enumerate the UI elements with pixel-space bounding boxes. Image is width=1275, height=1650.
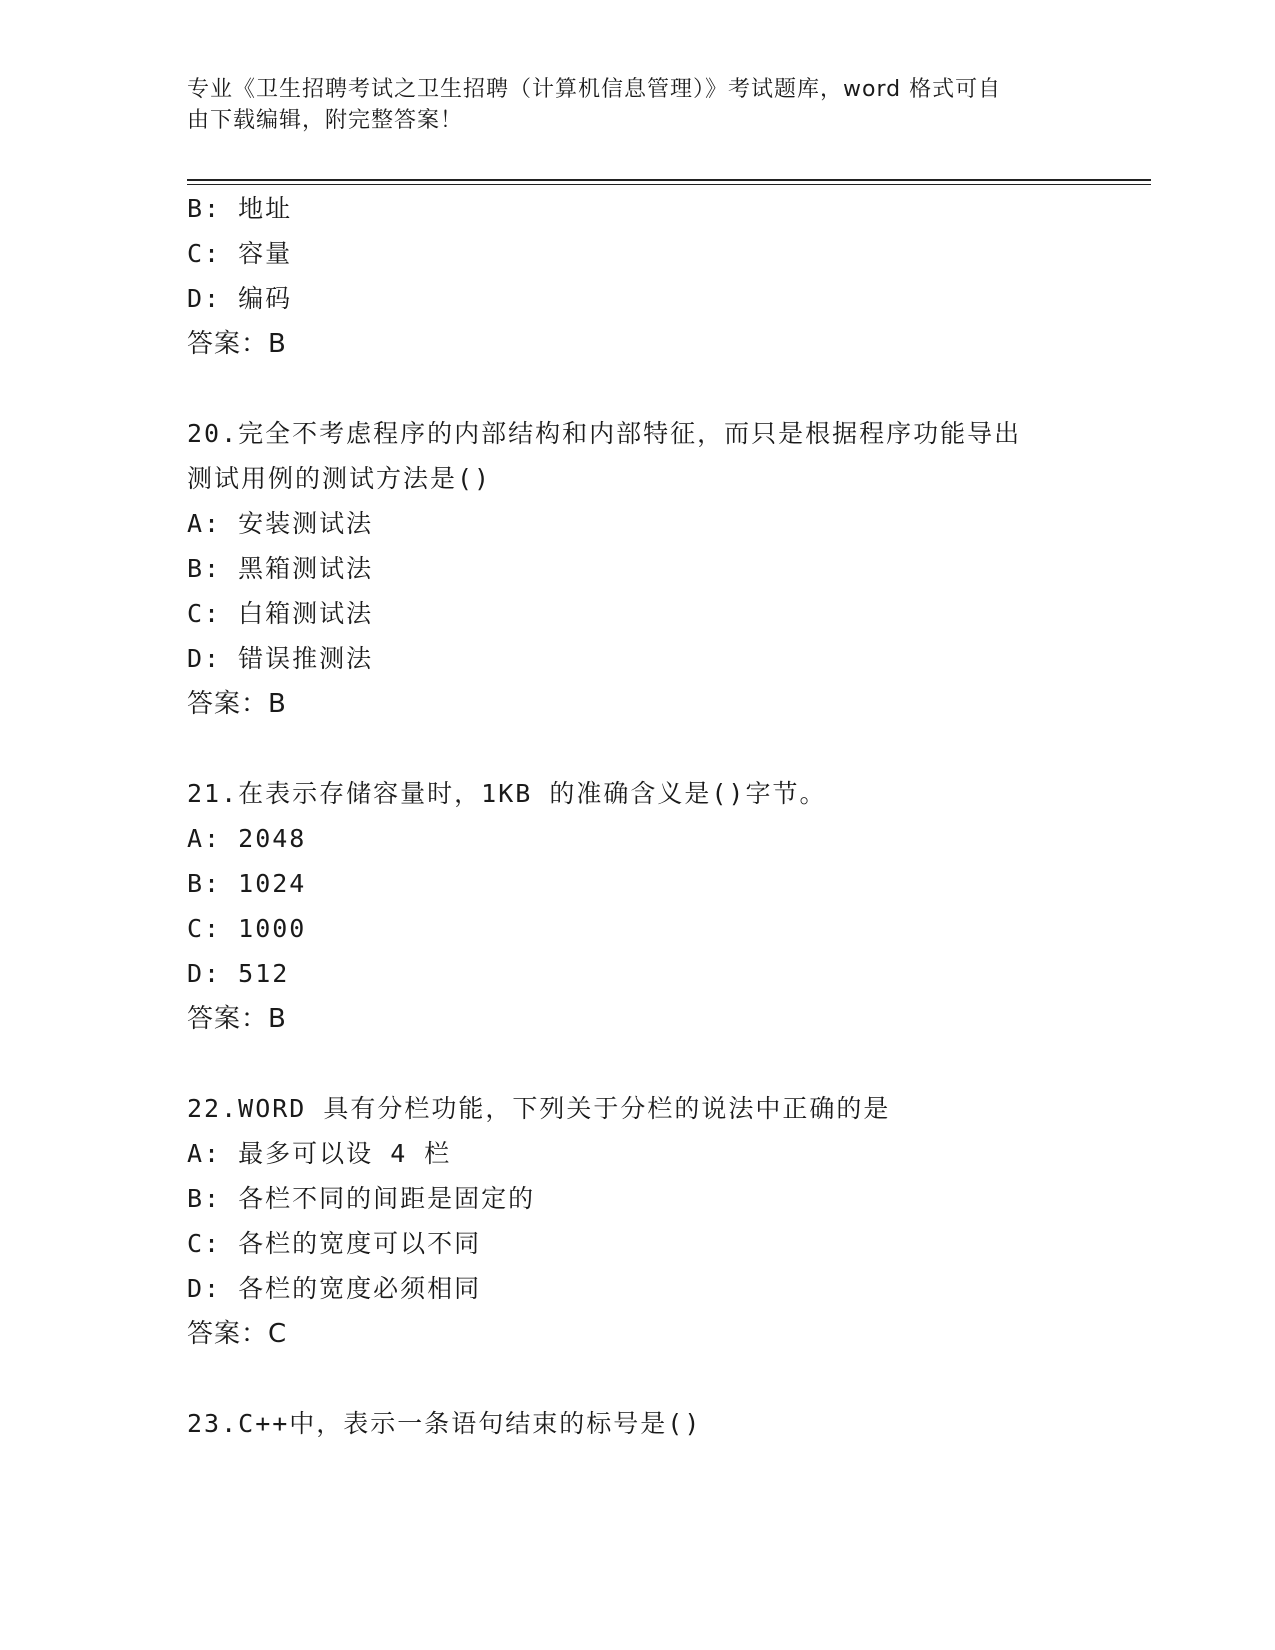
header-line-1: 专业《卫生招聘考试之卫生招聘（计算机信息管理）》考试题库，word 格式可自 (187, 77, 1002, 102)
question-21-option-b: B: 1024 (187, 869, 307, 898)
question-20-option-a: A: 安装测试法 (187, 509, 374, 538)
question-21-option-c: C: 1000 (187, 914, 307, 943)
question-20-option-c: C: 白箱测试法 (187, 599, 374, 628)
question-21-stem: 21.在表示存储容量时，1KB 的准确含义是()字节。 (187, 779, 827, 808)
question-20-stem-line-2: 测试用例的测试方法是() (187, 464, 492, 493)
option-b: B: 地址 (187, 194, 293, 223)
question-22-option-b: B: 各栏不同的间距是固定的 (187, 1184, 536, 1213)
question-20-option-b: B: 黑箱测试法 (187, 554, 374, 583)
question-22-answer: 答案：C (187, 1319, 288, 1349)
question-20-option-d: D: 错误推测法 (187, 644, 374, 673)
question-21-option-d: D: 512 (187, 959, 290, 988)
question-20-stem-line-1: 20.完全不考虑程序的内部结构和内部特征，而只是根据程序功能导出 (187, 419, 1022, 448)
answer: 答案：B (187, 329, 287, 359)
question-20-answer: 答案：B (187, 689, 287, 719)
document-header (187, 74, 1067, 136)
question-22-option-d: D: 各栏的宽度必须相同 (187, 1274, 482, 1303)
question-23-stem: 23.C++中，表示一条语句结束的标号是() (187, 1409, 702, 1438)
question-22-stem: 22.WORD 具有分栏功能，下列关于分栏的说法中正确的是 (187, 1094, 891, 1123)
question-21-answer: 答案：B (187, 1004, 287, 1034)
question-22-option-a: A: 最多可以设 4 栏 (187, 1139, 452, 1168)
option-c: C: 容量 (187, 239, 293, 268)
question-22-option-c: C: 各栏的宽度可以不同 (187, 1229, 482, 1258)
question-21-option-a: A: 2048 (187, 824, 307, 853)
option-d: D: 编码 (187, 284, 293, 313)
header-line-2: 由下载编辑，附完整答案！ (187, 108, 464, 133)
header-divider (187, 179, 1151, 185)
